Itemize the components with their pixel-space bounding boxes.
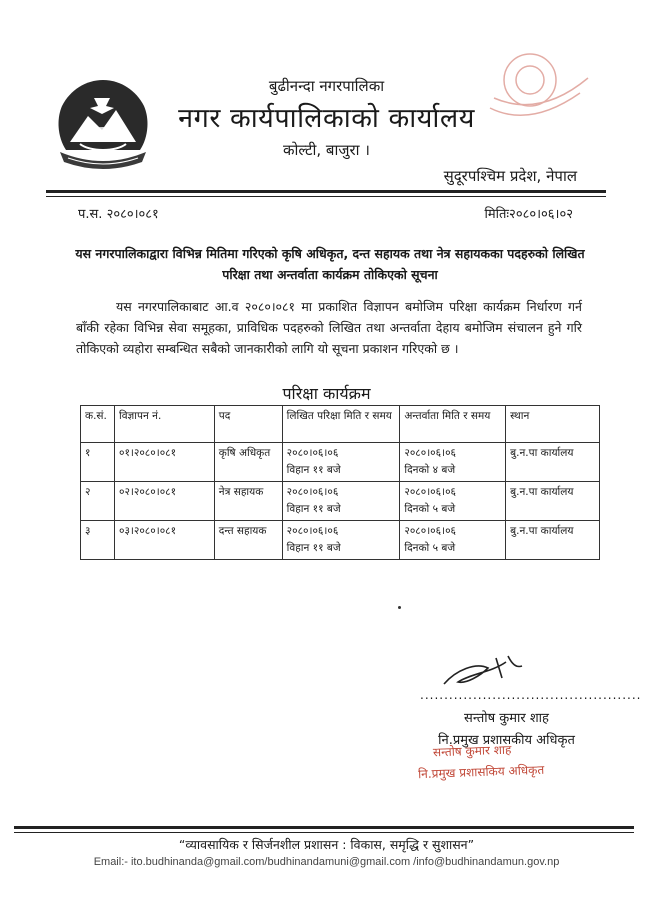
notice-subject: यस नगरपालिकाद्वारा विभिन्न मितिमा गरिएको कृषि अधिकृत, दन्त सहायक तथा नेत्र सहायकका पदहरुको लिखित परिक्षा तथा अन्तर्वाता कार्यक्रम तोकिएको सूचना (75, 246, 585, 282)
written-time: विहान ११ बजे (286, 542, 341, 554)
office-title: नगर कार्यपालिकाको कार्यालय (178, 103, 475, 134)
interview-date: २०८०।०६।०६ (404, 525, 456, 537)
cell-ad-no: ०३।२०८०।०८१ (114, 521, 214, 560)
cell-post: कृषि अधिकृत (214, 443, 282, 482)
stamp-name: सन्तोष कुमार शाह (432, 742, 512, 760)
cell-ad-no: ०२।२०८०।०८१ (114, 482, 214, 521)
footer-divider (14, 826, 634, 829)
schedule-title: परिक्षा कार्यक्रम (282, 384, 371, 403)
header-divider (46, 190, 606, 193)
written-date: २०८०।०६।०६ (286, 525, 339, 537)
written-date: २०८०।०६।०६ (286, 486, 339, 498)
footer-slogan: “व्यावसायिक र सिर्जनशील प्रशासन : विकास, समृद्धि र सुशासन” (178, 837, 475, 852)
col-header-written-exam: लिखित परिक्षा मिति र समय (282, 406, 400, 443)
province-label: सुदूरपश्चिम प्रदेश, नेपाल (443, 167, 577, 185)
cell-interview (400, 443, 506, 482)
stray-mark (398, 606, 401, 609)
interview-time: दिनको ४ बजे (404, 464, 456, 476)
cell-interview (400, 482, 506, 521)
signatory-title: नि.प्रमुख प्रशासकीय अधिकृत (438, 733, 575, 748)
table-row (81, 521, 600, 560)
cell-post: नेत्र सहायक (214, 482, 282, 521)
footer-divider-thin (14, 832, 634, 833)
stamp-title: नि.प्रमुख प्रशासकिय अधिकृत (417, 762, 545, 782)
footer-email: Email:- ito.budhinanda@gmail.com/budhinandamuni@gmail.com /info@budhinandamun.gov.np (93, 856, 560, 868)
interview-time: दिनको ५ बजे (404, 542, 456, 554)
col-header-ad-no: विज्ञापन नं. (114, 406, 214, 443)
written-date: २०८०।०६।०६ (286, 447, 339, 459)
cell-written-exam (282, 482, 400, 521)
header-divider-thin (46, 196, 606, 197)
signature-line: .............................................. (420, 688, 642, 702)
cell-venue: बु.न.पा कार्यालय (506, 521, 600, 560)
cell-ad-no: ०१।२०८०।०८१ (114, 443, 214, 482)
cell-sn: २ (81, 482, 115, 521)
signatory-name: सन्तोष कुमार शाह (464, 711, 549, 726)
cell-interview (400, 521, 506, 560)
cell-written-exam (282, 443, 400, 482)
col-header-venue: स्थान (506, 406, 600, 443)
table-header-row (81, 406, 600, 443)
col-header-sn: क.सं. (81, 406, 115, 443)
notice-date: मितिः२०८०।०६।०२ (484, 207, 573, 222)
interview-time: दिनको ५ बजे (404, 503, 456, 515)
interview-date: २०८०।०६।०६ (404, 486, 456, 498)
reference-number: प.स. २०८०।०८१ (78, 207, 159, 222)
office-address: कोल्टी, बाजुरा । (283, 141, 370, 159)
col-header-interview: अन्तर्वाता मिति र समय (400, 406, 506, 443)
table-row (81, 482, 600, 521)
table-row (81, 443, 600, 482)
exam-schedule-table (80, 405, 600, 560)
written-time: विहान ११ बजे (286, 464, 341, 476)
cell-venue: बु.न.पा कार्यालय (506, 443, 600, 482)
cell-sn: ३ (81, 521, 115, 560)
notice-body: यस नगरपालिकाबाट आ.व २०८०।०८१ मा प्रकाशित विज्ञापन बमोजिम परिक्षा कार्यक्रम निर्धारण गर्न बाँकी रहेका विभिन्न सेवा समूहका, प्राविधिक पदहरुको लिखित तथा अन्तर्वाता देहाय बमोजिम संचालन हुने गरि तोकिएको व्यहोरा सम्बन्धित सबैको जानकारीको लागि यो सूचना प्रकाशन गरिएको छ । (76, 299, 582, 356)
cell-post: दन्त सहायक (214, 521, 282, 560)
col-header-post: पद (214, 406, 282, 443)
cell-written-exam (282, 521, 400, 560)
written-time: विहान ११ बजे (286, 503, 341, 515)
municipality-name: बुढीनन्दा नगरपालिका (268, 77, 385, 95)
cell-sn: १ (81, 443, 115, 482)
interview-date: २०८०।०६।०६ (404, 447, 456, 459)
cell-venue: बु.न.पा कार्यालय (506, 482, 600, 521)
